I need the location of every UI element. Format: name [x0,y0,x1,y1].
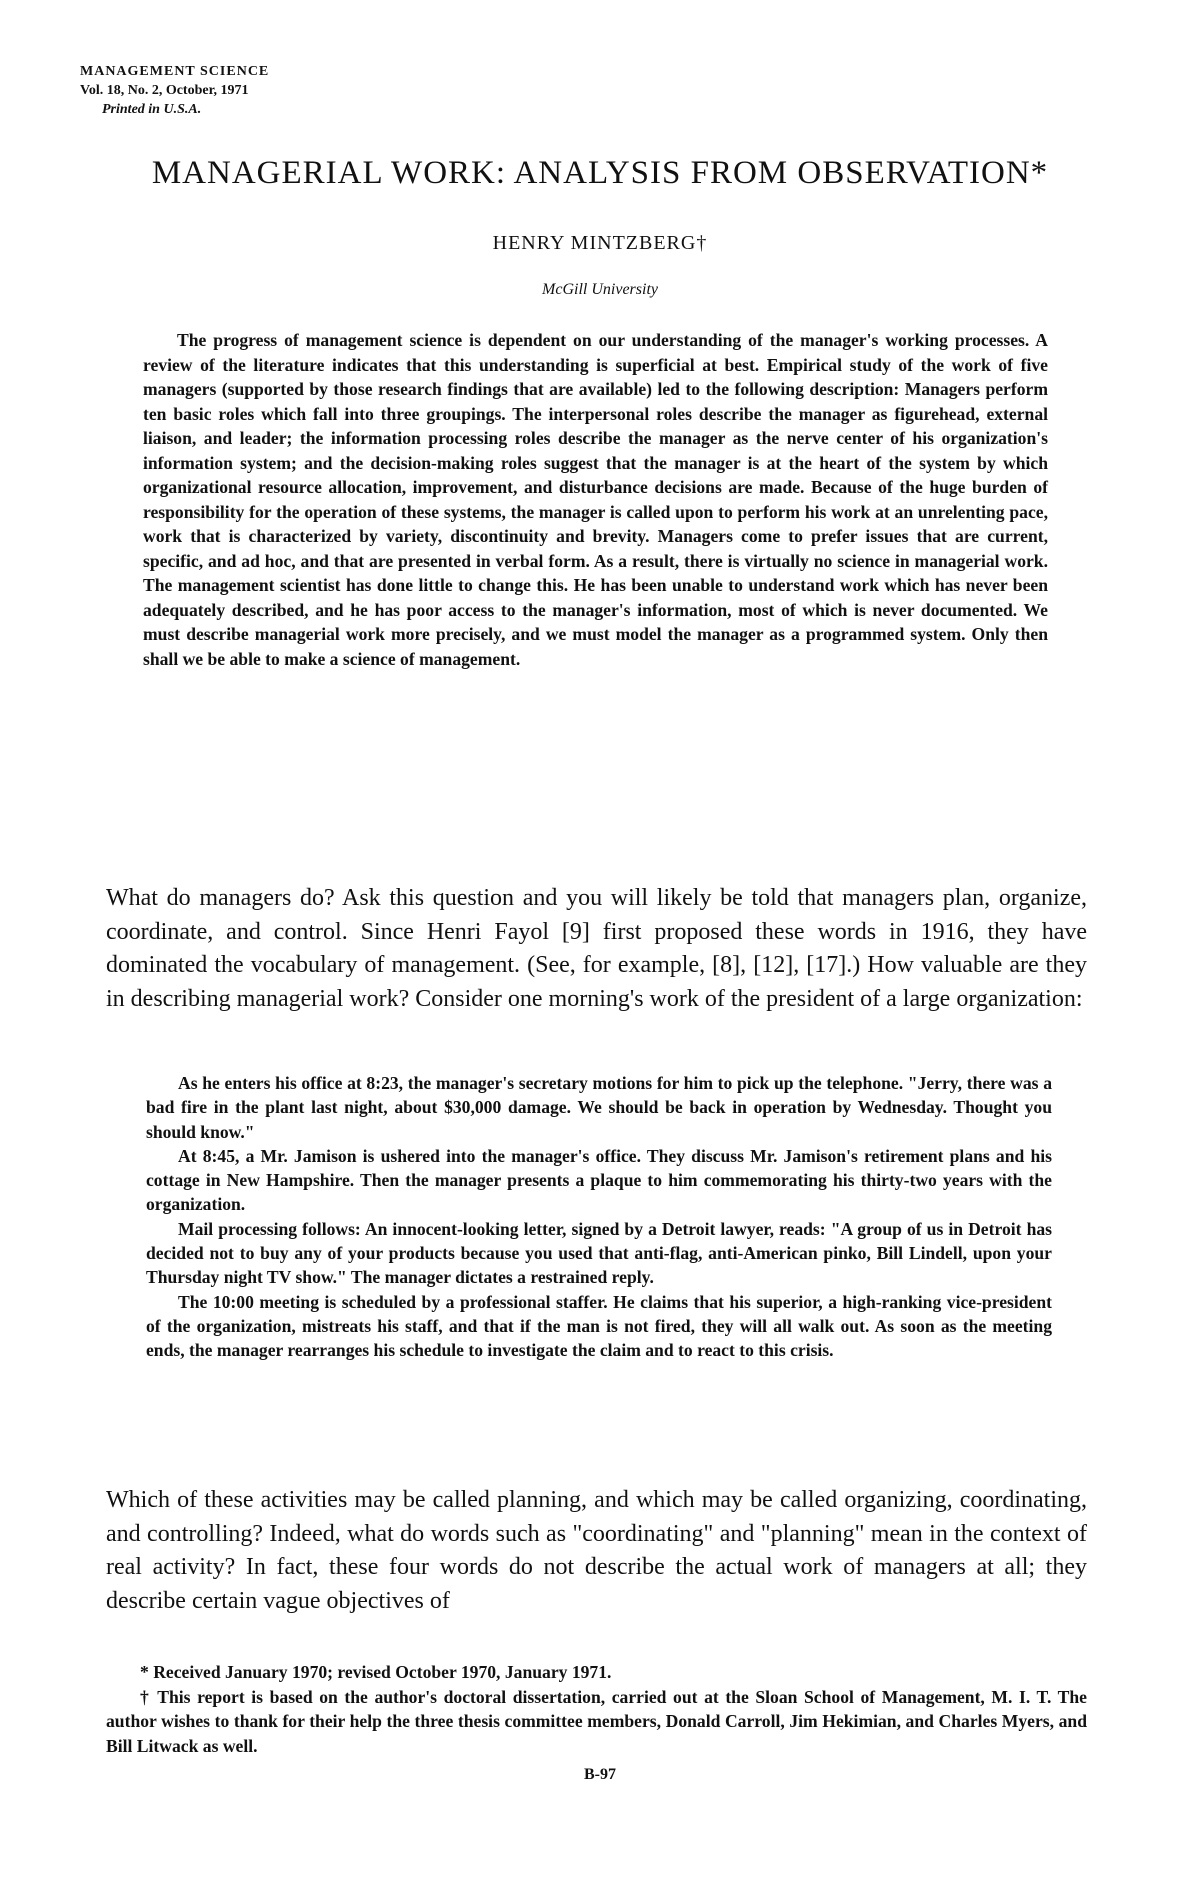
journal-volume: Vol. 18, No. 2, October, 1971 [80,83,249,98]
body-paragraph-intro: What do managers do? Ask this question and you will likely be told that managers plan, organize, coordinate, and control. Since Henri Fayol [9] first proposed these words in 1916, they have dominated the vocabulary of management. (See, for example, [8], [12], [17].) How valuable are they in describing managerial work? Consider one morning's work of the president of a large organization: [106,885,1087,1012]
footnote-received: * Received January 1970; revised October 1970, January 1971. [140,1662,612,1682]
author-name: HENRY MINTZBERG† [492,232,708,254]
quote-paragraph: As he enters his office at 8:23, the manager's secretary motions for him to pick up the telephone. "Jerry, there was a bad fire in the plant last night, about $30,000 damage. We should be back in operation by Wednesday. Thought you should know." [146,1073,1052,1142]
abstract: The progress of management science is dependent on our understanding of the manager's working processes. A review of the literature indicates that this understanding is superficial at best. Empirical study of the work of five managers (supported by those research findings that are available) led to the following description: Managers perform ten basic roles which fall into three groupings. The interpersonal roles describe the manager as figurehead, external liaison, and leader; the information processing roles describe the manager as the nerve center of his organization's information system; and the decision-making roles suggest that the manager is at the heart of the system by which organizational resource allocation, improvement, and disturbance decisions are made. Because of the huge burden of responsibility for the operation of these systems, the manager is called upon to perform his work at an unrelenting pace, work that is characterized by variety, discontinuity and brevity. Managers come to prefer issues that are current, specific, and ad hoc, and that are presented in verbal form. As a result, there is virtually no science in managerial work. The management scientist has done little to change this. He has been unable to understand work which has never been adequately described, and he has poor access to the manager's information, most of which is never documented. We must describe managerial work more precisely, and we must model the manager as a programmed system. Only then shall we be able to make a science of management. [143,330,1048,669]
footnote-author: † This report is based on the author's doctoral dissertation, carried out at the Sloan School of Management, M. I. T. The author wishes to thank for their help the three thesis committee members, Donald Carroll, Jim Hekimian, and Charles Myers, and Bill Litwack as well. [106,1686,1087,1756]
journal-name: MANAGEMENT SCIENCE [80,64,270,79]
quote-paragraph: At 8:45, a Mr. Jamison is ushered into the manager's office. They discuss Mr. Jamison's retirement plans and his cottage in New Hampshire. Then the manager presents a plaque to him commemorating his thirty-two years with the organization. [146,1145,1052,1215]
article-title: MANAGERIAL WORK: ANALYSIS FROM OBSERVATION* [151,155,1049,191]
body-paragraph-second: Which of these activities may be called planning, and which may be called organizing, coordinating, and controlling? Indeed, what do words such as "coordinating" and "planning" mean in the context of real activity? In fact, these four words do not describe the actual work of managers at all; they describe certain vague objectives of [106,1487,1087,1614]
footnotes [106,1660,1087,1758]
quote-paragraph: The 10:00 meeting is scheduled by a professional staffer. He claims that his superior, a high-ranking vice-president of the organization, mistreats his staff, and that if the man is not fired, they will all walk out. As soon as the meeting ends, the manager rearranges his schedule to investigate the claim and to react to this crisis. [146,1291,1052,1361]
page-number: B-97 [584,1766,616,1783]
block-quote [146,1071,1052,1363]
printed-note: Printed in U.S.A. [102,102,202,117]
quote-paragraph: Mail processing follows: An innocent-looking letter, signed by a Detroit lawyer, reads: "A group of us in Detroit has decided not to buy any of your products because you used that anti-flag, anti-American pinko, Bill Lindell, upon your Thursday night TV show." The manager dictates a restrained reply. [146,1218,1052,1288]
author-affiliation: McGill University [542,281,658,298]
journal-masthead [80,62,269,119]
